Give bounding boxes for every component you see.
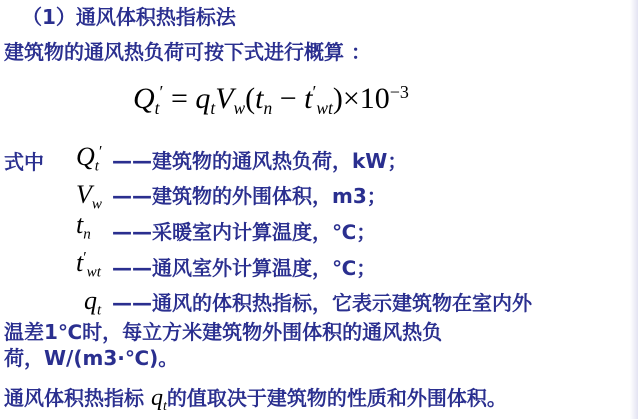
formula-twt-sub: wt — [316, 97, 333, 118]
formula-q-sub: t — [210, 97, 216, 118]
continuation-line-1: 温差1℃时，每立方米建筑物外围体积的通风热负 — [4, 320, 443, 344]
def-text-ventilation-load: ——建筑物的通风热负荷，kW； — [112, 149, 408, 173]
main-formula — [133, 83, 409, 117]
intro-text: 建筑物的通风热负荷可按下式进行概算 ： — [4, 40, 371, 64]
def-symbol-tn: $t_n$ — [76, 210, 91, 243]
def-text-indoor-temp: ——采暖室内计算温度，℃； — [112, 220, 377, 244]
formula-v: V — [215, 81, 234, 115]
closing-symbol: $q_t$ — [150, 385, 167, 414]
formula-twt: t — [304, 81, 313, 115]
formula-v-sub: w — [233, 97, 246, 118]
where-label: 式中 — [4, 150, 44, 174]
formula-paren-open: ( — [245, 81, 256, 115]
section-heading: （1）通风体积热指标法 — [22, 5, 236, 29]
slide-edge-shade — [630, 0, 638, 419]
closing-before: 通风体积热指标 — [4, 386, 151, 410]
continuation-line-2: 荷，W/(m3·℃)。 — [4, 346, 179, 370]
formula-paren-close: ) — [332, 81, 343, 115]
formula-exponent: −3 — [389, 82, 409, 102]
formula-lhs-prime: ′ — [159, 82, 164, 102]
formula-minus: − — [272, 81, 305, 115]
def-symbol-qt-prime: $Q_t'$ — [76, 142, 103, 175]
formula-tn: t — [255, 81, 264, 115]
formula-equals: = — [163, 81, 196, 115]
closing-after: 的值取决于建筑物的性质和外围体积。 — [166, 386, 507, 410]
def-text-external-volume: ——建筑物的外围体积，m3； — [112, 184, 387, 208]
formula-tn-sub: n — [263, 97, 273, 118]
closing-sentence — [4, 386, 507, 419]
def-symbol-qt: $q_t$ — [84, 286, 102, 319]
def-symbol-vw: $V_w$ — [76, 180, 102, 213]
def-symbol-twt-prime: $t'_{wt}$ — [76, 248, 101, 281]
def-text-outdoor-temp: ——通风室外计算温度，℃； — [112, 256, 377, 280]
def-text-volume-index: ——通风的体积热指标，它表示建筑物在室内外 — [112, 291, 532, 315]
formula-lhs: Q — [133, 81, 155, 115]
formula-twt-prime: ′ — [312, 82, 317, 102]
formula-q: q — [195, 81, 211, 115]
formula-times-ten: ×10 — [342, 81, 390, 115]
formula-lhs-sub: t — [154, 97, 160, 118]
